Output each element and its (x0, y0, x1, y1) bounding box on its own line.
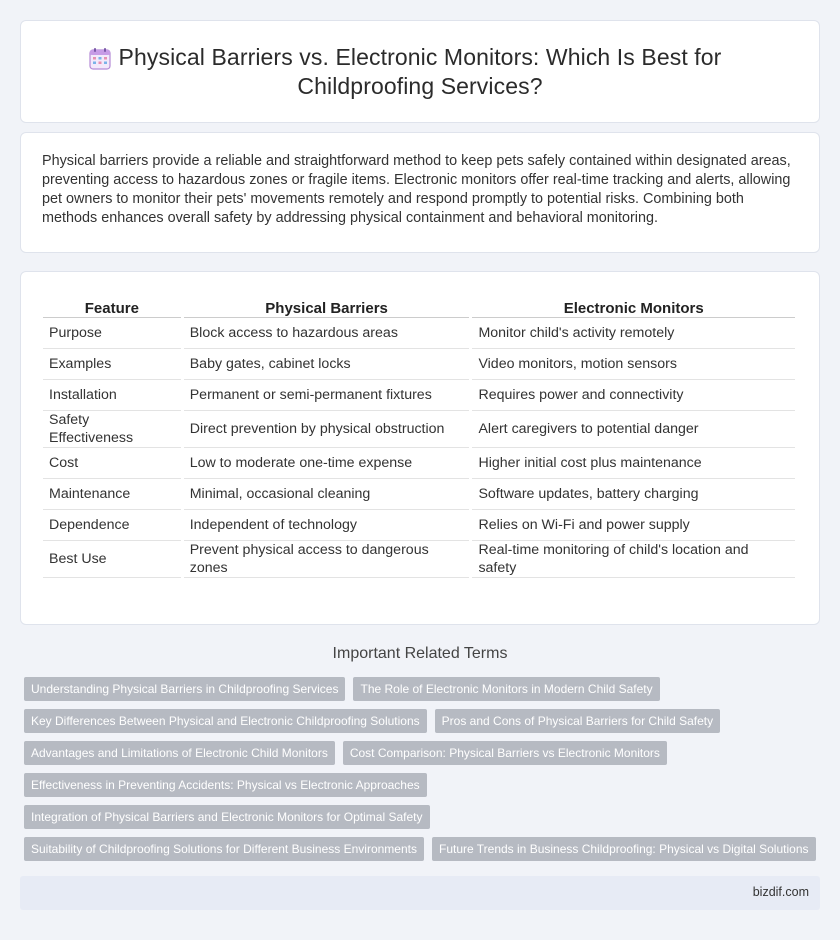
site-name[interactable]: bizdif.com (752, 885, 809, 899)
feature-cell: Safety Effectiveness (43, 411, 181, 448)
table-row (43, 411, 795, 448)
header-electronic-monitors: Electronic Monitors (472, 296, 795, 318)
feature-cell: Maintenance (43, 479, 181, 510)
related-term-tag[interactable]: Integration of Physical Barriers and Electronic Monitors for Optimal Safety (24, 805, 430, 829)
related-term-tag[interactable]: The Role of Electronic Monitors in Modern Child Safety (353, 677, 659, 701)
physical-cell: Prevent physical access to dangerous zones (184, 541, 470, 578)
feature-cell: Examples (43, 349, 181, 380)
electronic-cell: Video monitors, motion sensors (472, 349, 795, 380)
feature-cell: Cost (43, 448, 181, 479)
electronic-cell: Software updates, battery charging (472, 479, 795, 510)
table-row (43, 479, 795, 510)
physical-cell: Permanent or semi-permanent fixtures (184, 380, 470, 411)
feature-cell: Best Use (43, 541, 181, 578)
header-physical-barriers: Physical Barriers (184, 296, 470, 318)
table-row (43, 510, 795, 541)
table-header-row (43, 296, 795, 318)
physical-cell: Minimal, occasional cleaning (184, 479, 470, 510)
feature-cell: Purpose (43, 318, 181, 349)
header-card (20, 20, 820, 123)
feature-cell: Installation (43, 380, 181, 411)
intro-card (20, 132, 820, 253)
table-row (43, 349, 795, 380)
related-terms-heading: Important Related Terms (332, 645, 508, 662)
related-term-tag[interactable]: Cost Comparison: Physical Barriers vs Electronic Monitors (343, 741, 667, 765)
page-title: Physical Barriers vs. Electronic Monitors: Which Is Best for Childproofing Services? (118, 43, 722, 99)
related-term-tag[interactable]: Understanding Physical Barriers in Childproofing Services (24, 677, 345, 701)
electronic-cell: Real-time monitoring of child's location and safety (472, 541, 795, 578)
electronic-cell: Alert caregivers to potential danger (472, 411, 795, 448)
electronic-cell: Monitor child's activity remotely (472, 318, 795, 349)
footer (20, 876, 820, 910)
physical-cell: Direct prevention by physical obstruction (184, 411, 470, 448)
physical-cell: Block access to hazardous areas (184, 318, 470, 349)
intro-text: Physical barriers provide a reliable and straightforward method to keep pets safely contained within designated areas, preventing access to hazardous zones or fragile items. Electronic monitors offer real-time tracking and alerts, allowing pet owners to monitor their pets' movements remotely and respond promptly to potential risks. Combining both methods enhances overall safety by addressing physical containment and behavioral monitoring. (42, 153, 791, 226)
table-row (43, 541, 795, 578)
feature-cell: Dependence (43, 510, 181, 541)
related-term-tag[interactable]: Advantages and Limitations of Electronic Child Monitors (24, 741, 335, 765)
physical-cell: Low to moderate one-time expense (184, 448, 470, 479)
electronic-cell: Higher initial cost plus maintenance (472, 448, 795, 479)
related-term-tag[interactable]: Suitability of Childproofing Solutions for Different Business Environments (24, 837, 424, 861)
comparison-table (40, 296, 798, 578)
related-term-tag[interactable]: Key Differences Between Physical and Electronic Childproofing Solutions (24, 709, 427, 733)
electronic-cell: Relies on Wi-Fi and power supply (472, 510, 795, 541)
related-terms-list (24, 677, 824, 869)
electronic-cell: Requires power and connectivity (472, 380, 795, 411)
comparison-table-card (20, 271, 820, 625)
related-term-tag[interactable]: Effectiveness in Preventing Accidents: Physical vs Electronic Approaches (24, 773, 427, 797)
table-row (43, 318, 795, 349)
physical-cell: Baby gates, cabinet locks (184, 349, 470, 380)
table-row (43, 448, 795, 479)
header-feature: Feature (43, 296, 181, 318)
physical-cell: Independent of technology (184, 510, 470, 541)
related-term-tag[interactable]: Pros and Cons of Physical Barriers for Child Safety (435, 709, 720, 733)
table-row (43, 380, 795, 411)
related-term-tag[interactable]: Future Trends in Business Childproofing: Physical vs Digital Solutions (432, 837, 816, 861)
